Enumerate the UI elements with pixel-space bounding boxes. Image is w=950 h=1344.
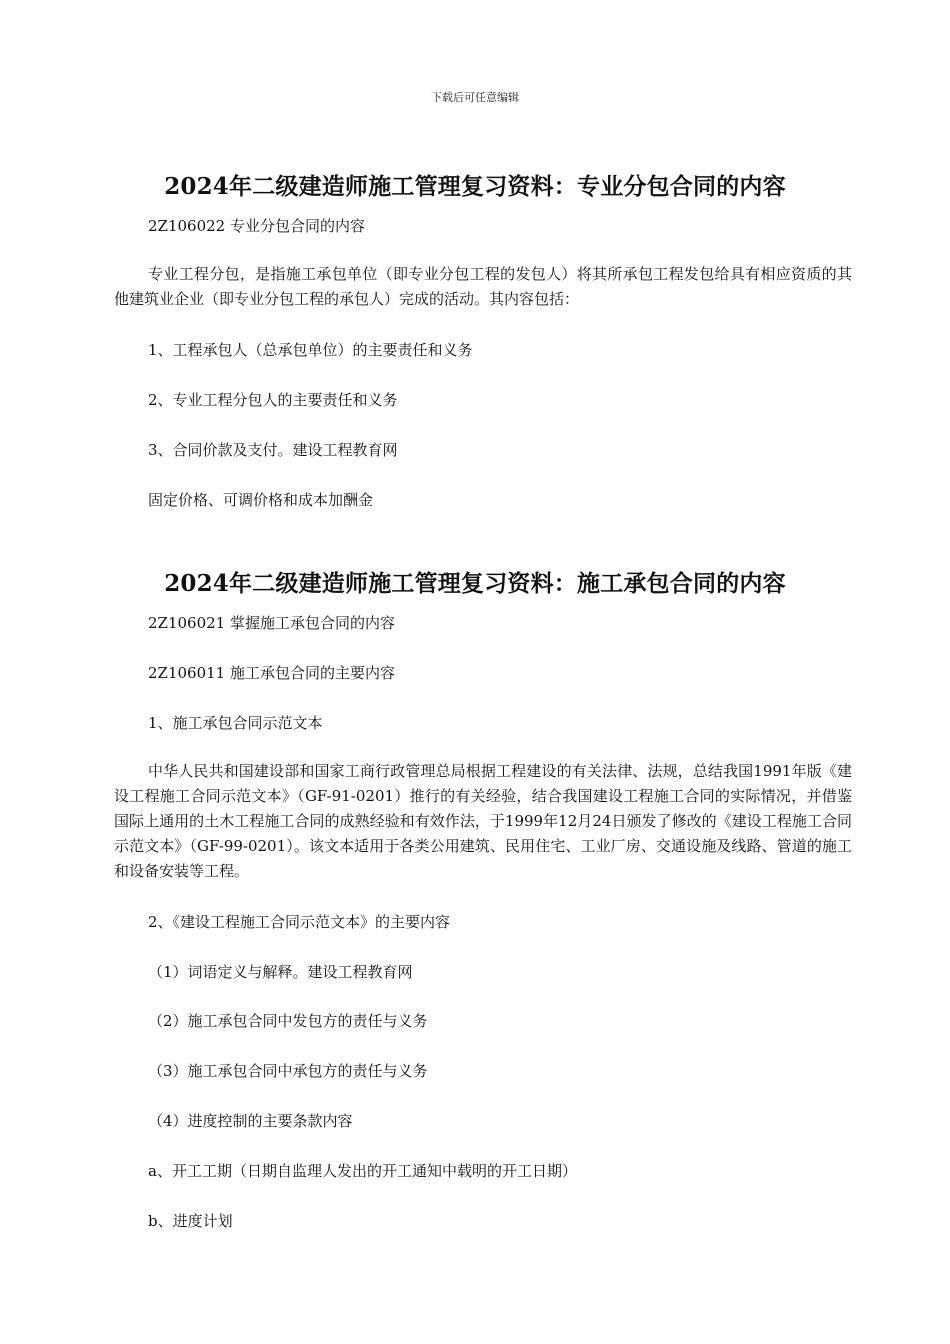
section2-sub-1: 1、施工承包合同示范文本: [148, 714, 323, 732]
section2-item-3: （3）施工承包合同中承包方的责任与义务: [148, 1062, 428, 1080]
section1-item-2: 2、专业工程分包人的主要责任和义务: [148, 391, 398, 409]
section1-item-3: 3、合同价款及支付。建设工程教育网: [148, 441, 398, 459]
section2-code-2: 2Z106011 施工承包合同的主要内容: [148, 664, 395, 682]
section2-item-2: （2）施工承包合同中发包方的责任与义务: [148, 1012, 428, 1030]
section1-item-4: 固定价格、可调价格和成本加酬金: [148, 491, 374, 509]
section1-title: 2024年二级建造师施工管理复习资料：专业分包合同的内容: [164, 173, 786, 200]
section1-code: 2Z106022 专业分包合同的内容: [148, 217, 365, 235]
section2-item-1: （1）词语定义与解释。建设工程教育网: [148, 963, 413, 981]
header-note: 下载后可任意编辑: [431, 91, 519, 104]
section2-title: 2024年二级建造师施工管理复习资料：施工承包合同的内容: [164, 570, 786, 597]
section2-paragraph: 中华人民共和国建设部和国家工商行政管理总局根据工程建设的有关法律、法规，总结我国1991年版《建设工程施工合同示范文本》（GF-91-0201）推行的有关经验，结合我国建设工程施工合同的实际情况，并借鉴国际上通用的土木工程施工合同的成熟经验和有效作法，于1999年12月24日颁发了修改的《建设工程施工合同示范文本》（GF-99-0201）。该文本适用于各类公用建筑、民用住宅、工业厂房、交通设施及线路、管道的施工和设备安装等工程。: [114, 762, 852, 880]
section2-code-1: 2Z106021 掌握施工承包合同的内容: [148, 614, 395, 632]
section1-intro: 专业工程分包，是指施工承包单位（即专业分包工程的发包人）将其所承包工程发包给具有相应资质的其他建筑业企业（即专业分包工程的承包人）完成的活动。其内容包括：: [114, 265, 852, 308]
section2-item-6: b、进度计划: [148, 1212, 233, 1230]
section1-item-1: 1、工程承包人（总承包单位）的主要责任和义务: [148, 341, 473, 359]
section2-item-5: a、开工工期（日期自监理人发出的开工通知中载明的开工日期）: [148, 1162, 577, 1180]
section2-item-4: （4）进度控制的主要条款内容: [148, 1112, 353, 1130]
section2-sub-2: 2、《建设工程施工合同示范文本》的主要内容: [148, 913, 451, 931]
